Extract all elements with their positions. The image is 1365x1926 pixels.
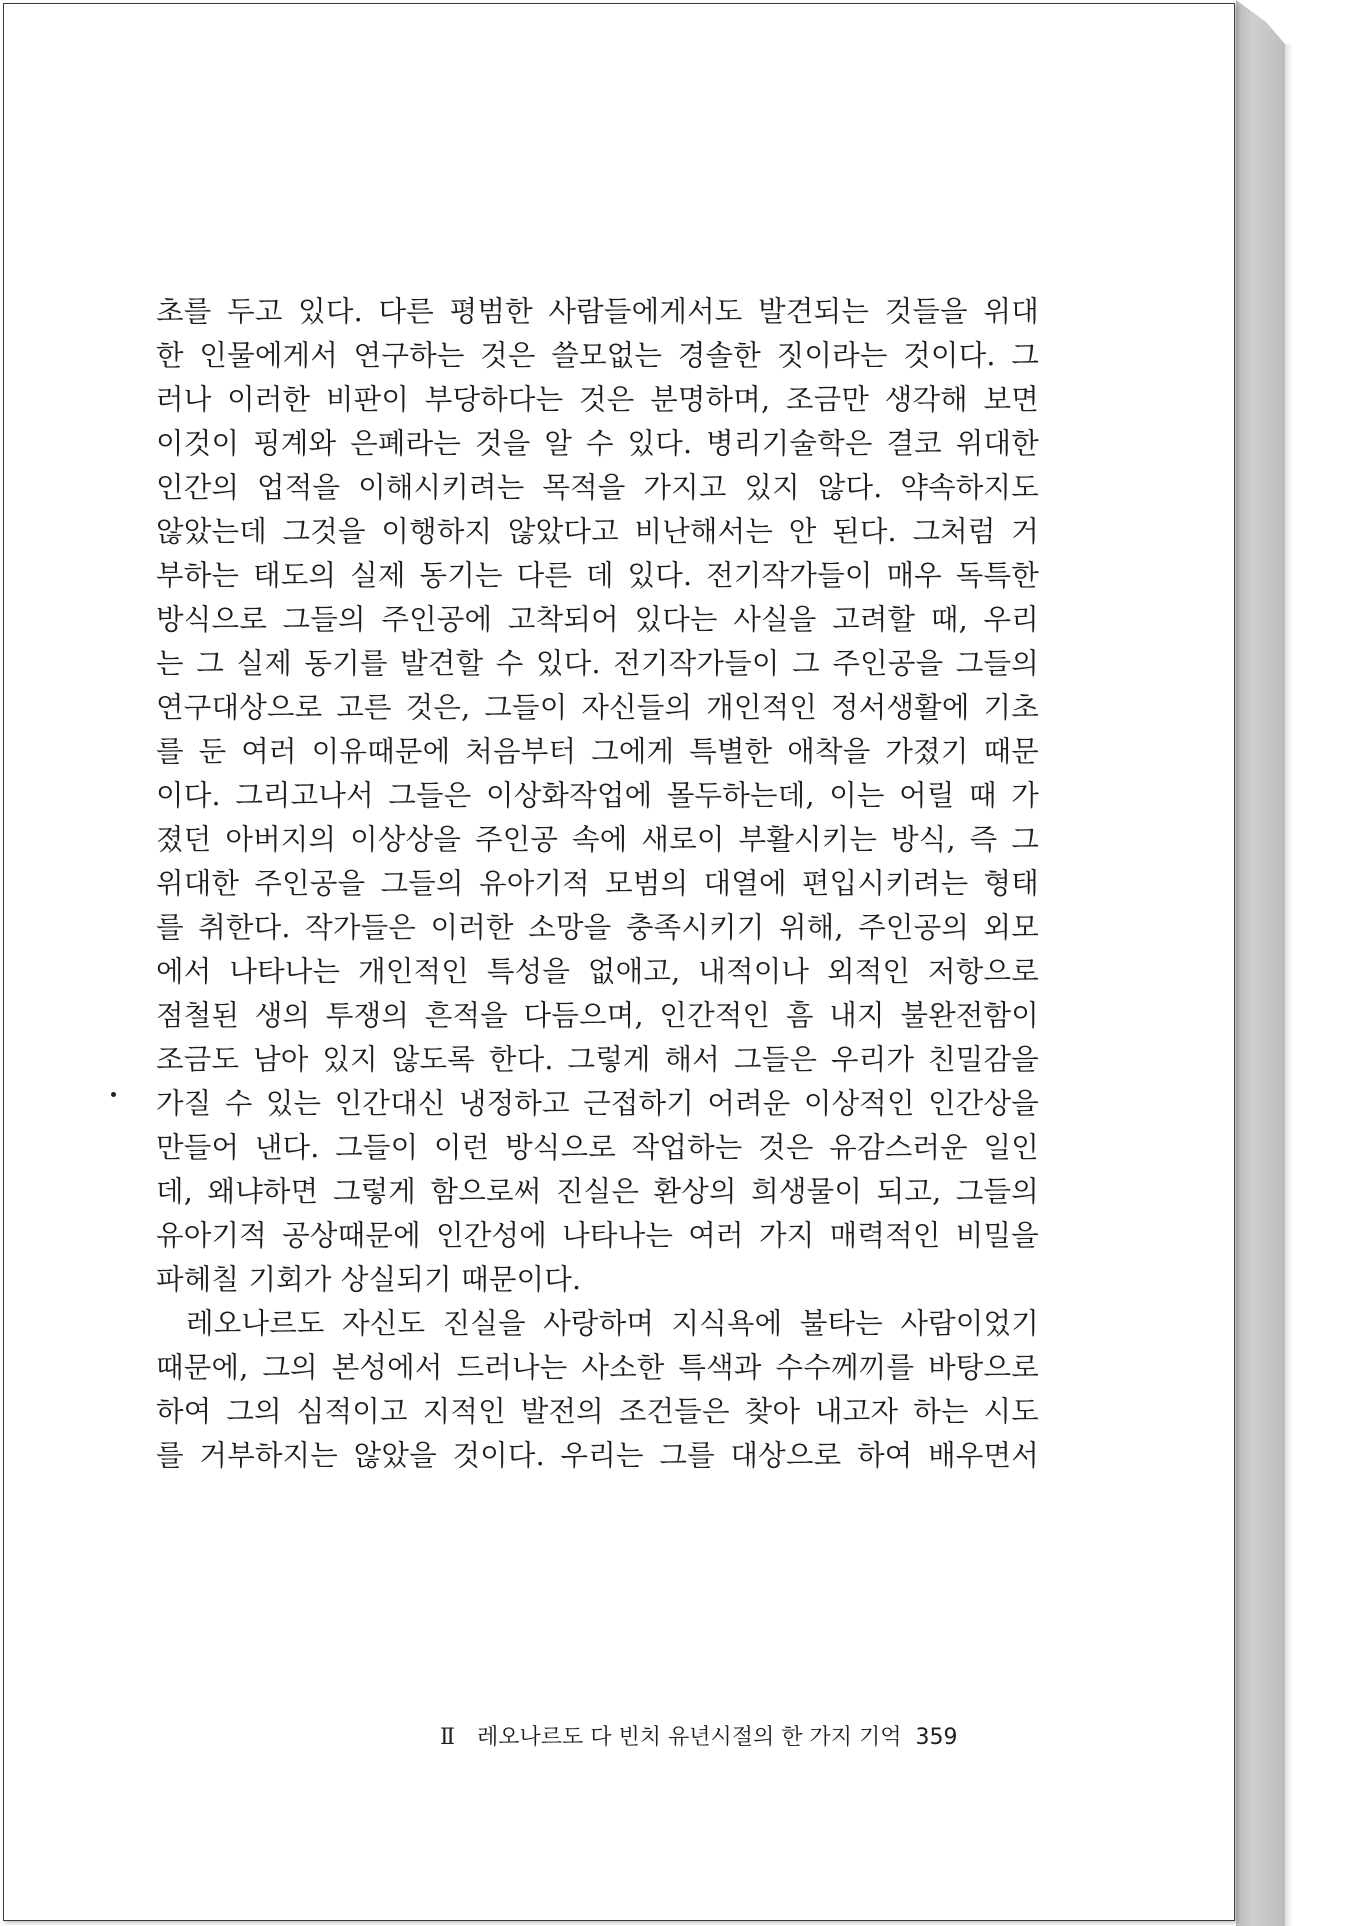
text-line-24: 레오나르도 자신도 진실을 사랑하며 지식욕에 불타는 사람이었기 — [186, 1307, 1039, 1340]
body-text — [156, 290, 1039, 1478]
page-number: 359 — [915, 1725, 958, 1750]
text-line-17: 점철된 생의 투쟁의 흔적을 다듬으며, 인간적인 흠 내지 불완전함이 — [156, 999, 1039, 1032]
text-line-13: 졌던 아버지의 이상상을 주인공 속에 새로이 부활시키는 방식, 즉 그 — [156, 823, 1039, 856]
text-line-26: 하여 그의 심적이고 지적인 발전의 조건들은 찾아 내고자 하는 시도 — [156, 1395, 1039, 1428]
page-footer — [440, 1721, 1010, 1755]
text-line-2: 한 인물에게서 연구하는 것은 쓸모없는 경솔한 짓이라는 것이다. 그 — [156, 339, 1039, 372]
text-line-1: 초를 두고 있다. 다른 평범한 사람들에게서도 발견되는 것들을 위대 — [156, 295, 1039, 328]
text-line-27: 를 거부하지는 않았을 것이다. 우리는 그를 대상으로 하여 배우면서 — [156, 1439, 1039, 1472]
text-line-21: 데, 왜냐하면 그렇게 함으로써 진실은 환상의 희생물이 되고, 그들의 — [156, 1175, 1039, 1208]
text-line-20: 만들어 낸다. 그들이 이런 방식으로 작업하는 것은 유감스러운 일인 — [156, 1131, 1039, 1164]
text-line-12: 이다. 그리고나서 그들은 이상화작업에 몰두하는데, 이는 어릴 때 가 — [156, 779, 1039, 812]
text-line-14: 위대한 주인공을 그들의 유아기적 모범의 대열에 편입시키려는 형태 — [156, 867, 1039, 900]
text-line-7: 부하는 태도의 실제 동기는 다른 데 있다. 전기작가들이 매우 독특한 — [156, 559, 1039, 592]
text-line-15: 를 취한다. 작가들은 이러한 소망을 충족시키기 위해, 주인공의 외모 — [156, 911, 1039, 944]
text-line-18: 조금도 남아 있지 않도록 한다. 그렇게 해서 그들은 우리가 친밀감을 — [156, 1043, 1039, 1076]
text-line-10: 연구대상으로 고른 것은, 그들이 자신들의 개인적인 정서생활에 기초 — [156, 691, 1039, 724]
text-line-4: 이것이 핑계와 은폐라는 것을 알 수 있다. 병리기술학은 결코 위대한 — [156, 427, 1039, 460]
text-line-3: 러나 이러한 비판이 부당하다는 것은 분명하며, 조금만 생각해 보면 — [156, 383, 1039, 416]
text-line-9: 는 그 실제 동기를 발견할 수 있다. 전기작가들이 그 주인공을 그들의 — [156, 647, 1039, 680]
text-line-19: 가질 수 있는 인간대신 냉정하고 근접하기 어려운 이상적인 인간상을 — [156, 1087, 1039, 1120]
text-line-23: 파헤칠 기회가 상실되기 때문이다. — [156, 1263, 582, 1296]
book-page — [3, 3, 1235, 1921]
running-title: 레오나르도 다 빈치 유년시절의 한 가지 기억 — [476, 1725, 902, 1750]
text-line-16: 에서 나타나는 개인적인 특성을 없애고, 내적이나 외적인 저항으로 — [156, 955, 1039, 988]
book-page-edge — [1236, 0, 1285, 1926]
chapter-numeral: Ⅱ — [440, 1725, 455, 1750]
text-line-25: 때문에, 그의 본성에서 드러나는 사소한 특색과 수수께끼를 바탕으로 — [156, 1351, 1039, 1384]
scan-speck — [111, 1092, 116, 1097]
text-line-8: 방식으로 그들의 주인공에 고착되어 있다는 사실을 고려할 때, 우리 — [156, 603, 1039, 636]
text-line-6: 않았는데 그것을 이행하지 않았다고 비난해서는 안 된다. 그처럼 거 — [156, 515, 1039, 548]
text-line-5: 인간의 업적을 이해시키려는 목적을 가지고 있지 않다. 약속하지도 — [156, 471, 1039, 504]
page-edge-shadow — [1285, 44, 1293, 1926]
text-line-11: 를 둔 여러 이유때문에 처음부터 그에게 특별한 애착을 가졌기 때문 — [156, 735, 1039, 768]
text-line-22: 유아기적 공상때문에 인간성에 나타나는 여러 가지 매력적인 비밀을 — [156, 1219, 1039, 1252]
